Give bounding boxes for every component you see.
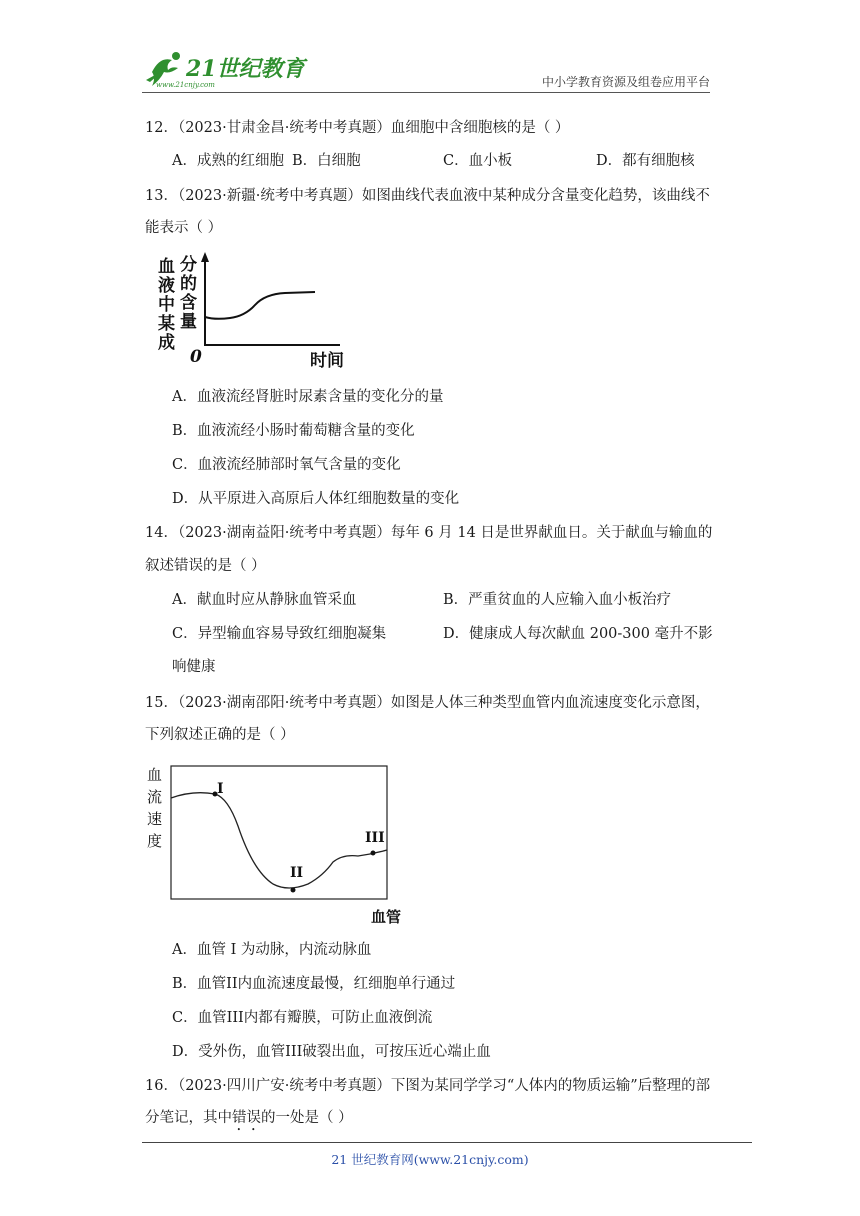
q15-option-c: C．血管III内都有瓣膜，可防止血液倒流 <box>172 1010 433 1026</box>
q15-stem-line2: 下列叙述正确的是（ ） <box>145 727 295 743</box>
q13-option-d: D．从平原进入高原后人体红细胞数量的变化 <box>172 491 460 507</box>
q13-option-c: C．血液流经肺部时氧气含量的变化 <box>172 457 401 473</box>
svg-text:血: 血 <box>147 766 163 784</box>
logo <box>142 46 322 90</box>
platform-name: 中小学教育资源及组卷应用平台 <box>541 75 710 89</box>
q16-stem-line2: 分笔记，其中错误的一处是（ ） <box>145 1110 353 1126</box>
footer-link[interactable]: 21 世纪教育网(www.21cnjy.com) <box>331 1152 529 1167</box>
q12-stem: 12．（2023·甘肃金昌·统考中考真题）血细胞中含细胞核的是（ ） <box>145 120 570 136</box>
svg-text:某: 某 <box>158 314 175 334</box>
svg-text:分: 分 <box>180 255 197 275</box>
header-divider <box>142 92 710 93</box>
q15-figure <box>143 756 413 935</box>
q12-option-a: A．成熟的红细胞 <box>172 153 284 169</box>
svg-text:的: 的 <box>180 274 197 294</box>
svg-text:成: 成 <box>158 333 175 353</box>
q15-stem-line1: 15．（2023·湖南邵阳·统考中考真题）如图是人体三种类型血管内血流速度变化示意图， <box>145 695 710 711</box>
svg-text:中: 中 <box>158 295 175 315</box>
svg-text:速: 速 <box>147 810 163 828</box>
q15-option-a: A．血管 I 为动脉，内流动脉血 <box>172 942 372 958</box>
q12-option-d: D．都有细胞核 <box>596 153 695 169</box>
q14-option-d-cont: 响健康 <box>172 659 216 675</box>
q13-stem-line2: 能表示（ ） <box>145 220 223 236</box>
svg-text:含: 含 <box>180 293 197 313</box>
q12-option-c: C．血小板 <box>443 153 513 169</box>
q13-figure <box>150 250 360 379</box>
q16-stem-line1: 16．（2023·四川广安·统考中考真题）下图为某同学学习“人体内的物质运输”后整理的部 <box>145 1078 711 1094</box>
svg-text:流: 流 <box>147 788 163 806</box>
q15-option-b: B．血管II内血流速度最慢，红细胞单行通过 <box>172 976 456 992</box>
q13-ylabel-col1 <box>158 256 175 353</box>
svg-text:血: 血 <box>158 257 175 277</box>
svg-text:液: 液 <box>158 276 175 296</box>
q13-option-a: A．血液流经肾脏时尿素含量的变化分的量 <box>172 389 444 405</box>
q16-emphasis: 错误 <box>232 1110 261 1126</box>
q13-stem-line1: 13．（2023·新疆·统考中考真题）如图曲线代表血液中某种成分含量变化趋势，该曲线不 <box>145 188 710 204</box>
logo-url: www.21cnjy.com <box>156 81 215 89</box>
q15-xlabel: 血管 <box>371 908 402 926</box>
q14-option-a: A．献血时应从静脉血管采血 <box>172 592 357 608</box>
q14-option-c: C．异型输血容易导致红细胞凝集 <box>172 626 387 642</box>
q15-point-label-1: I <box>217 781 224 797</box>
footer-divider <box>142 1142 752 1143</box>
runner-logo-icon <box>142 46 322 90</box>
q14-stem-line2: 叙述错误的是（ ） <box>145 558 266 574</box>
q14-option-d: D．健康成人每次献血 200-300 毫升不影 <box>443 626 713 642</box>
q12-option-b: B．白细胞 <box>292 153 361 169</box>
q15-ylabel <box>147 766 162 850</box>
logo-text: 21世纪教育 <box>186 56 305 82</box>
q13-xlabel: 时间 <box>310 351 344 371</box>
svg-text:度: 度 <box>147 832 163 850</box>
svg-text:量: 量 <box>180 312 197 332</box>
q15-point-label-3: III <box>365 830 385 846</box>
q15-point-label-2: II <box>290 865 304 881</box>
q13-option-b: B．血液流经小肠时葡萄糖含量的变化 <box>172 423 415 439</box>
q14-option-b: B．严重贫血的人应输入血小板治疗 <box>443 592 672 608</box>
q14-stem-line1: 14．（2023·湖南益阳·统考中考真题）每年 6 月 14 日是世界献血日。关于献血与输血的 <box>145 525 713 541</box>
q15-option-d: D．受外伤，血管III破裂出血，可按压近心端止血 <box>172 1044 491 1060</box>
q13-ylabel-col2 <box>180 254 197 332</box>
q13-origin: 0 <box>190 347 202 367</box>
